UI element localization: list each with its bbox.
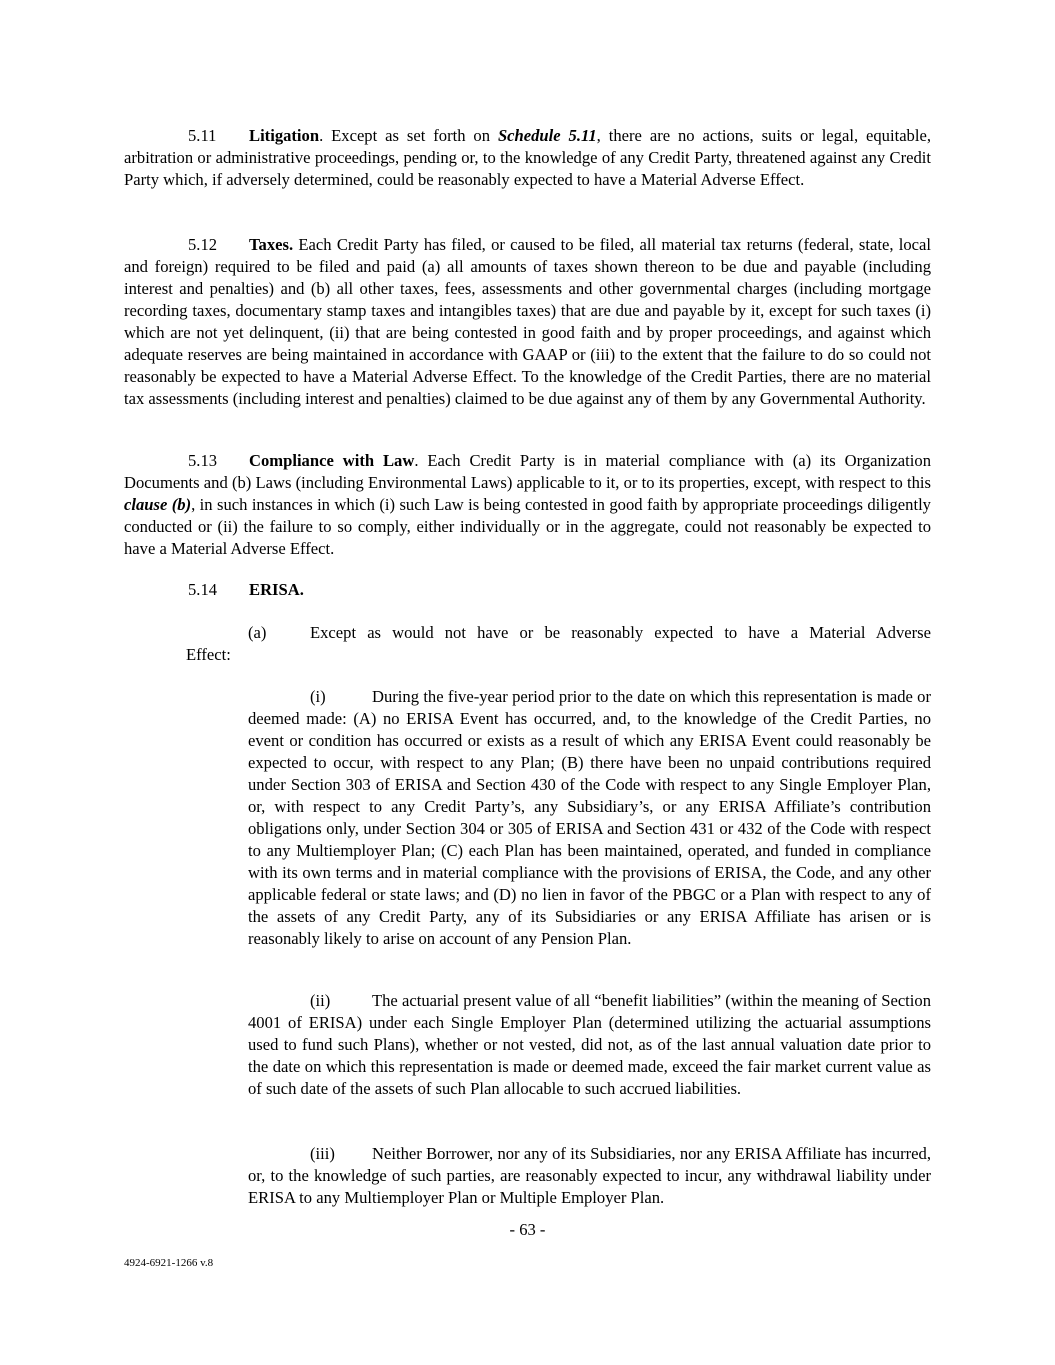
- section-title: ERISA.: [249, 580, 304, 599]
- section-text: . Except as set forth on: [319, 126, 498, 145]
- subsection-text: Except as would not have or be reasonably expected to have a Material Adverse: [310, 623, 931, 642]
- section-text: , there are no actions, suits or legal, equitable, arbitration or administrative proceedings, pending or, to the knowledge of any Credit Party, threatened against any Credit Party which, if adversely determined, could be reasonably expected to have a Material Adverse Effect.: [124, 126, 931, 189]
- clause-text: Neither Borrower, nor any of its Subsidiaries, nor any ERISA Affiliate has incurred, or, to the knowledge of such parties, are reasonably expected to incur, any withdrawal liability under ERISA to any Multiemployer Plan or Multiple Employer Plan.: [248, 1144, 931, 1207]
- section-text: , in such instances in which (i) such Law is being contested in good faith by appropriate proceedings diligently conducted or (ii) the failure to so comply, either individually or in the aggregate, could not reasonably be expected to have a Material Adverse Effect.: [124, 495, 931, 558]
- subsection-a-line: [124, 622, 931, 644]
- section-title: Taxes.: [249, 235, 294, 254]
- section-title: Litigation: [249, 126, 320, 145]
- section-5-11: [124, 125, 931, 191]
- schedule-reference: Schedule 5.11: [497, 126, 597, 145]
- clause-reference: clause (b): [124, 495, 192, 514]
- clause-label: (iii): [310, 1144, 335, 1163]
- section-text: . Each Credit Party is in material compliance with (a) its Organization Documents and (b) Laws (including Environmental Laws) applicable to it, or to its properties, except, with respect to this: [124, 451, 931, 492]
- section-5-13: [124, 450, 931, 560]
- section-5-14-heading: [188, 579, 304, 601]
- section-number: 5.13: [188, 451, 218, 470]
- clause-text: During the five-year period prior to the date on which this representation is made or deemed made: (A) no ERISA Event has occurred, and, to the knowledge of the Credit Parties, no event or condition has occurred or exists as a result of which any ERISA Event could reasonably be expected to occur, with respect to any Plan; (B) there have been no unpaid contributions required under Section 303 of ERISA and Section 430 of the Code with respect to any Single Employer Plan, or, with respect to any Credit Party’s, any Subsidiary’s, or any ERISA Affiliate’s contribution obligations only, under Section 304 or 305 of ERISA and Section 431 or 432 of the Code with respect to any Multiemployer Plan; (C) each Plan has been maintained, operated, and funded in compliance with its own terms and in material compliance with the provisions of ERISA, the Code, and any other applicable federal or state laws; and (D) no lien in favor of the PBGC or a Plan with respect to any of the assets of any Credit Party, any of its Subsidiaries or any ERISA Affiliate has arisen or is reasonably likely to arise on account of any Pension Plan.: [248, 687, 931, 948]
- subsection-label: (a): [248, 623, 267, 642]
- section-title: Compliance with Law: [249, 451, 415, 470]
- clause-i: [248, 686, 931, 950]
- section-number: 5.12: [188, 235, 218, 254]
- subsection-a-line: Effect:: [186, 645, 231, 664]
- section-number: 5.11: [188, 126, 217, 145]
- clause-label: (i): [310, 687, 326, 706]
- clause-ii: [248, 990, 931, 1100]
- section-text: Each Credit Party has filed, or caused to be filed, all material tax returns (federal, state, local and foreign) required to be filed and paid (a) all amounts of taxes shown thereon to be due and payable (including interest and penalties) and (b) all other taxes, fees, assessments and other governmental charges (including mortgage recording taxes, documentary stamp taxes and intangibles taxes) that are due and payable by it, except for such taxes (i) which are not yet delinquent, (ii) that are being contested in good faith and by proper proceedings, and against which adequate reserves are being maintained in accordance with GAAP or (iii) to the extent that the failure to do so could not reasonably be expected to have a Material Adverse Effect. To the knowledge of the Credit Parties, there are no material tax assessments (including interest and penalties) claimed to be due against any of them by any Governmental Authority.: [124, 235, 931, 408]
- subsection-a: [124, 622, 931, 666]
- section-number: 5.14: [188, 580, 218, 599]
- clause-label: (ii): [310, 991, 331, 1010]
- document-id: 4924-6921-1266 v.8: [124, 1257, 214, 1269]
- clause-iii: [248, 1143, 931, 1209]
- page-number: - 63 -: [509, 1220, 546, 1239]
- section-5-12: [124, 234, 931, 410]
- clause-text: The actuarial present value of all “benefit liabilities” (within the meaning of Section 4001 of ERISA) under each Single Employer Plan (determined utilizing the actuarial assumptions used to fund such Plans), whether or not vested, did not, as of the last annual valuation date prior to the date on which this representation is made or deemed made, exceed the fair market current value as of such date of the assets of such Plan allocable to such accrued liabilities.: [248, 991, 931, 1098]
